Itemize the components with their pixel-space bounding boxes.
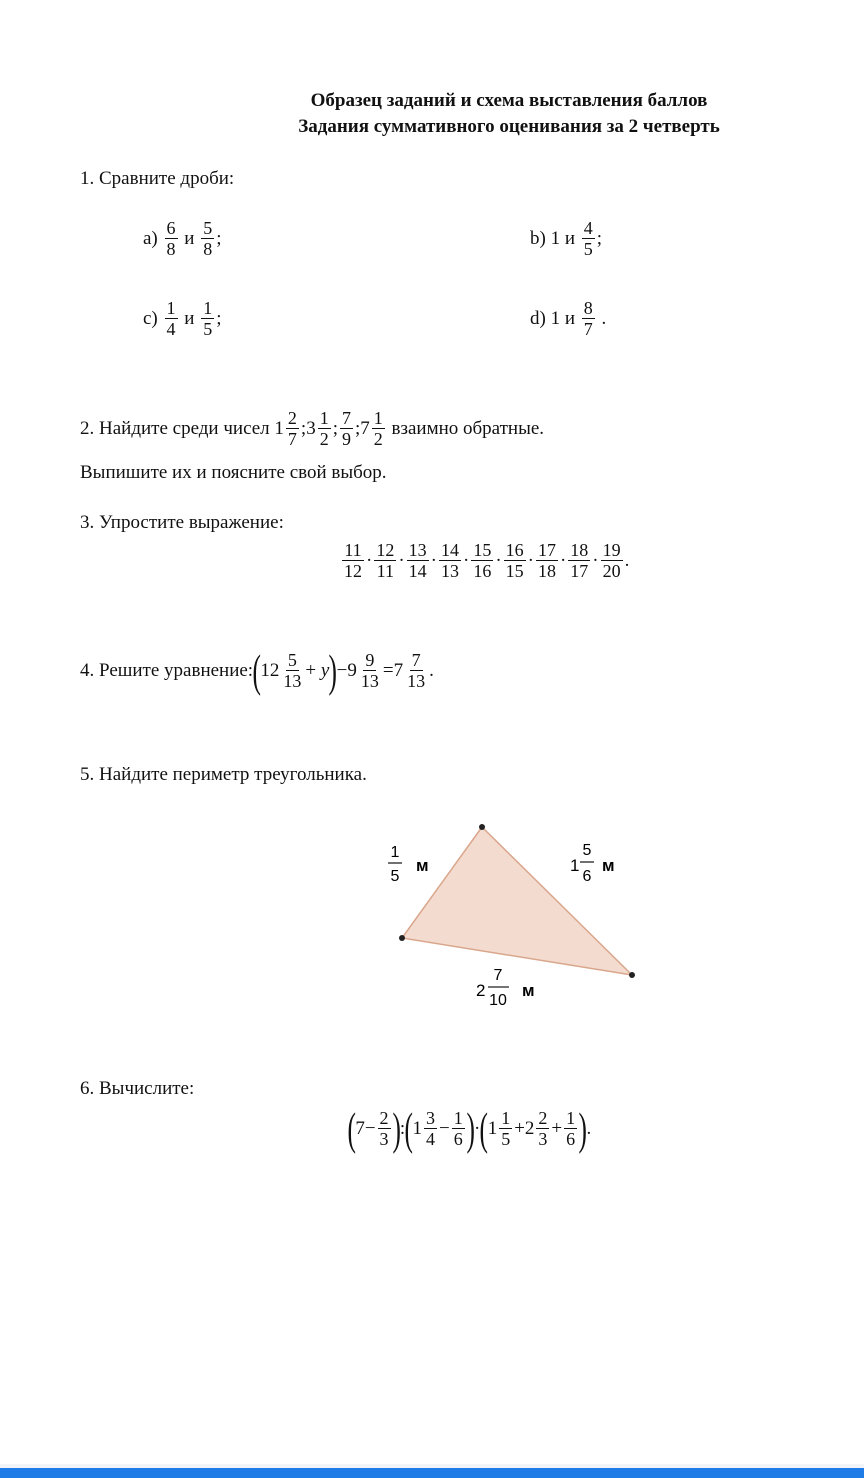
whole: 1 [412,1117,422,1139]
fraction: $\frac{8}{7}$ [583,298,593,339]
whole: 1 [274,417,284,439]
whole: 12 [260,659,280,681]
doc-subtitle: Задания суммативного оценивания за 2 четверть [298,116,720,137]
right-num: 5 [582,842,592,859]
fraction: $\frac{2}{3}$ [538,1108,548,1149]
fraction: $\frac{6}{8}$ [166,218,176,259]
fraction: $\frac{19}{20}$ [602,540,621,581]
paren-open: ( [404,1102,414,1154]
op: · [366,549,373,571]
task2-suffix: взаимно обратные. [391,417,545,439]
fraction: $\frac{1}{2}$ [373,408,383,449]
task3-expression [340,540,629,581]
op: − [438,1117,450,1139]
fraction: $\frac{1}{4}$ [166,298,176,339]
punct: ; [596,227,603,249]
sep: ; [300,417,307,439]
task2-line2: Выпишите их и поясните свой выбор. [80,462,387,483]
fraction: $\frac{1}{6}$ [566,1108,576,1149]
punct: . [429,659,434,681]
task6-title: 6. Вычислите: [80,1078,195,1099]
sep: ; [332,417,338,439]
fraction: $\frac{13}{14}$ [408,540,427,581]
fraction: $\frac{15}{16}$ [473,540,492,581]
number: 7 [355,1117,365,1139]
task5-title: 5. Найдите периметр треугольника. [80,764,367,785]
paren-open: ( [347,1102,356,1154]
whole: 7 [393,659,404,681]
fraction: $\frac{12}{11}$ [376,540,395,581]
bottom-accent-bar [0,1464,864,1478]
fraction: $\frac{2}{3}$ [379,1108,389,1149]
paren-open: ( [252,644,261,696]
item-label: d) 1 и [530,307,575,329]
doc-title: Образец заданий и схема выставления баллов [310,90,708,111]
task1-item-c [143,298,221,339]
task1-item-d [530,298,606,339]
fraction: $\frac{9}{13}$ [360,650,379,691]
fraction: $\frac{18}{17}$ [570,540,589,581]
paren-close: ) [578,1102,588,1154]
punct: . [586,1117,592,1139]
task2-prefix: 2. Найдите среди чисел [80,417,270,439]
left-num: 1 [390,844,400,861]
bottom-whole: 2 [476,981,486,1000]
op: · [527,549,534,571]
op: · [592,549,599,571]
paren-close: ) [466,1102,475,1154]
vertex-top [479,824,485,830]
right-unit: м [602,856,615,875]
conj: и [184,227,195,249]
task4-equation [80,644,434,696]
fraction: $\frac{3}{4}$ [425,1108,435,1149]
fraction: $\frac{1}{5}$ [501,1108,511,1149]
right-den: 6 [582,868,592,885]
fraction: $\frac{7}{13}$ [407,650,426,691]
op: · [559,549,567,571]
vertex-left [399,935,405,941]
op: : [399,1117,406,1139]
fraction: $\frac{5}{13}$ [283,650,302,691]
fraction: $\frac{1}{5}$ [203,298,213,339]
fraction: $\frac{14}{13}$ [440,540,459,581]
fraction: $\frac{16}{15}$ [505,540,524,581]
right-whole: 1 [570,856,580,875]
fraction: $\frac{7}{9}$ [341,408,351,449]
op: − [336,659,348,681]
fraction: $\frac{11}{12}$ [344,540,362,581]
whole: 2 [524,1117,535,1139]
task1-item-b [530,218,602,259]
task2-line1 [80,408,544,449]
item-label: b) 1 и [530,227,575,249]
op: · [474,1117,481,1139]
left-unit: м [416,856,429,875]
fraction: $\frac{5}{8}$ [203,218,213,259]
bottom-num: 7 [493,967,503,984]
task4-label: 4. Решите уравнение: [80,659,254,681]
bottom-unit: м [522,981,535,1000]
fraction: $\frac{4}{5}$ [583,218,593,259]
punct: ; [216,227,222,249]
op: + [514,1117,525,1139]
op: · [430,549,437,571]
bottom-den: 10 [489,992,507,1009]
left-den: 5 [390,868,400,885]
vertex-right [629,972,635,978]
fraction: $\frac{2}{7}$ [287,408,297,449]
op: − [364,1117,376,1139]
punct: . [624,549,630,571]
op: + [305,659,317,681]
variable: y [320,659,330,681]
task1-item-a [143,218,221,259]
punct: . [601,307,607,329]
sep: ; [354,417,361,439]
op: + [551,1117,563,1139]
paren-close: ) [328,644,338,696]
task6-expression [347,1102,592,1154]
op: · [462,549,470,571]
whole: 9 [347,659,357,681]
task1-title: 1. Сравните дроби: [80,168,235,189]
triangle-shape [402,827,632,975]
op: · [495,549,502,571]
whole: 3 [306,417,316,439]
whole: 7 [360,417,370,439]
whole: 1 [487,1117,498,1139]
item-label: a) [143,227,158,249]
item-label: c) [143,307,158,329]
punct: ; [216,307,222,329]
task3-title: 3. Упростите выражение: [80,512,284,533]
fraction: $\frac{1}{2}$ [319,408,329,449]
conj: и [184,307,195,329]
op: · [398,549,405,571]
triangle-figure [370,815,660,1030]
op: = [382,659,394,681]
fraction: $\frac{1}{6}$ [453,1108,463,1149]
fraction: $\frac{17}{18}$ [537,540,556,581]
paren-close: ) [391,1102,401,1154]
paren-open: ( [479,1102,489,1154]
